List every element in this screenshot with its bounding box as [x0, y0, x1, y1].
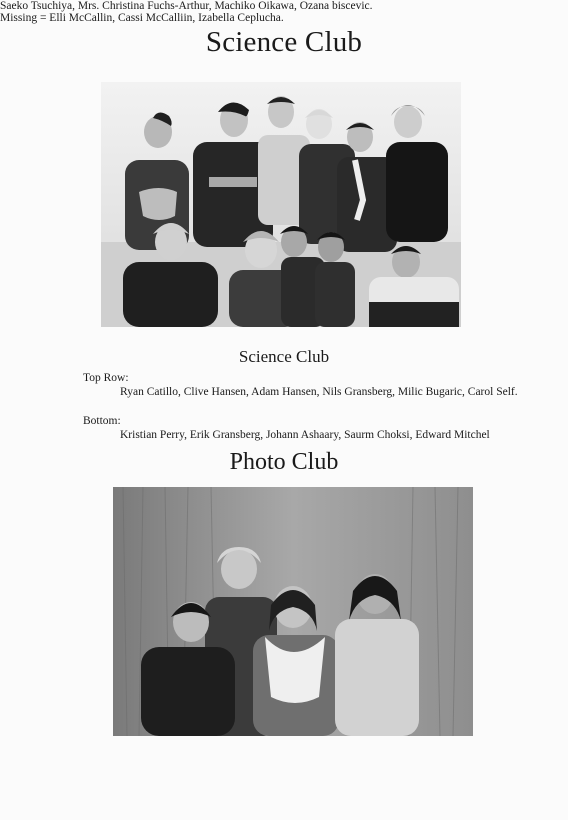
top-row-label: Top Row: — [83, 372, 129, 384]
photo-club-photo-drawing — [113, 487, 473, 736]
photo-club-names: Saeko Tsuchiya, Mrs. Christina Fuchs-Arthur, Machiko Oikawa, Ozana biscevic. — [0, 0, 373, 12]
top-row-names: Ryan Catillo, Clive Hansen, Adam Hansen, Nils Gransberg, Milic Bugaric, Carol Self. — [120, 386, 518, 398]
science-club-group-photo — [101, 82, 461, 327]
science-caption-title: Science Club — [238, 347, 330, 366]
science-club-photo-drawing — [101, 82, 461, 327]
science-club-heading: Science Club — [205, 26, 363, 58]
photo-club-missing: Missing = Elli McCallin, Cassi McCalliin, Izabella Ceplucha. — [0, 12, 284, 24]
bottom-row-names: Kristian Perry, Erik Gransberg, Johann Ashaary, Saurm Choksi, Edward Mitchel — [120, 429, 490, 441]
photo-club-group-photo — [113, 487, 473, 736]
photo-club-heading: Photo Club — [229, 449, 339, 475]
bottom-row-label: Bottom: — [83, 415, 121, 427]
